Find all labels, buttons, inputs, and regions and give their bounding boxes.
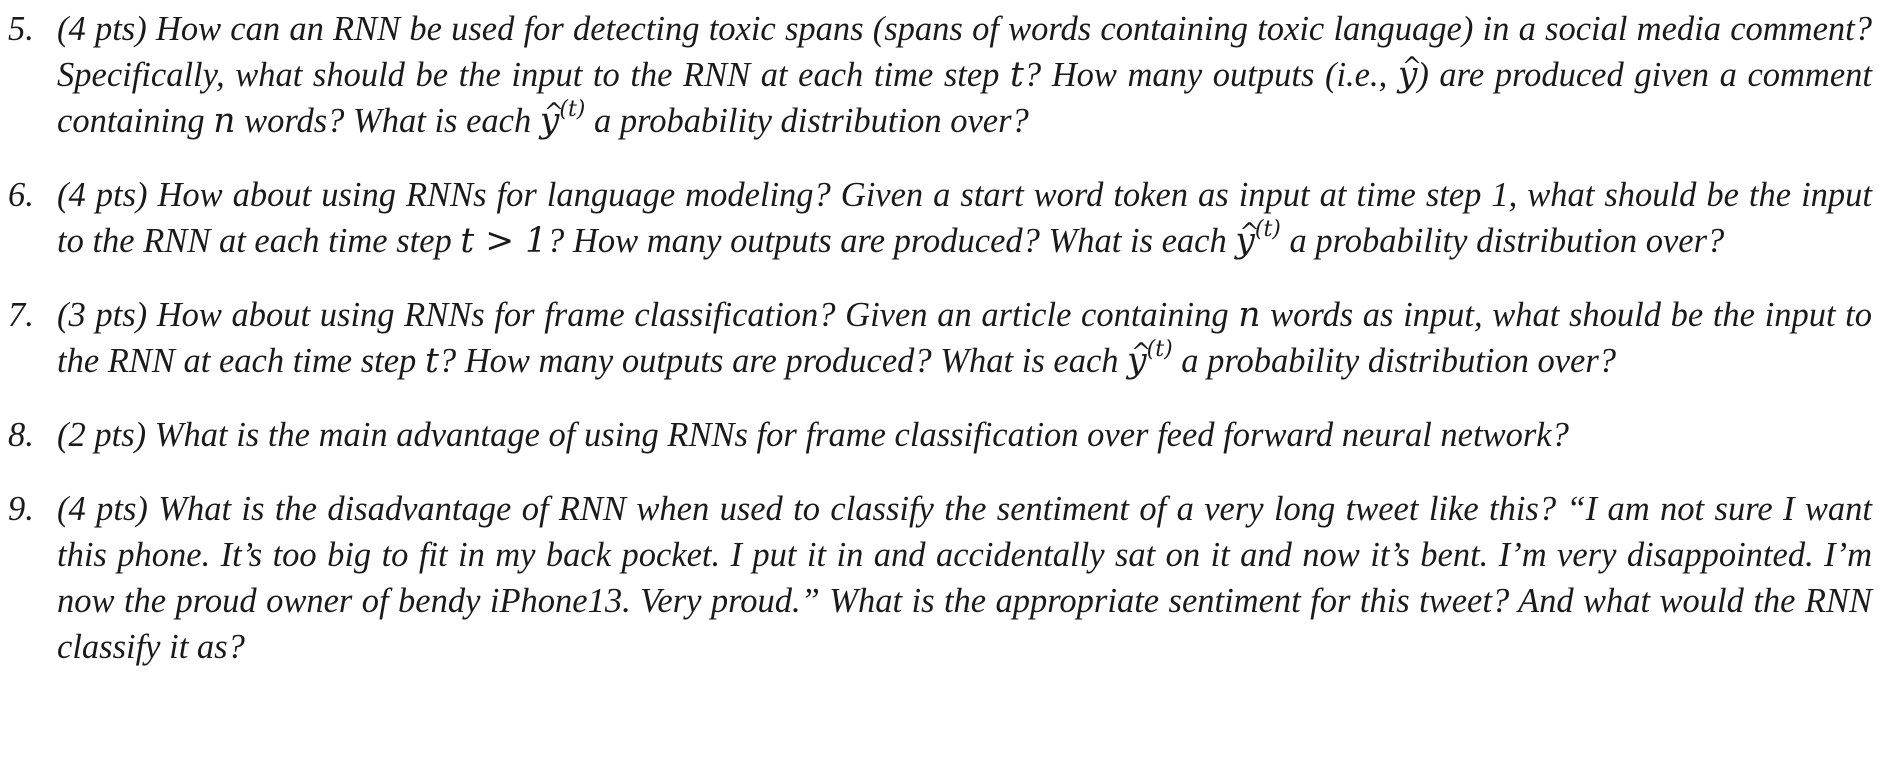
text-part: (4 pts) How can an RNN be used for detecting toxic spans (spans of words containing toxic language) in a social media comment? Specifically, what should be the input to the RNN at each time step: [57, 10, 1872, 94]
question-text: [57, 10, 1872, 140]
text-part: (3 pts) How about using RNNs for frame classification? Given an article containing: [57, 296, 1239, 334]
question-text: (4 pts) What is the disadvantage of RNN when used to classify the sentiment of a very long tweet like this? “I am not sure I want this phone. It’s too big to fit in my back pocket. I put it in and accidentally sat on it and now it’s bent. I’m very disappointed. I’m now the proud owner of bendy iPhone13. Very proud.” What is the appropriate sentiment for this tweet? And what would the RNN classify it as?: [57, 490, 1872, 666]
question-list: [0, 6, 1884, 698]
math-var-n: n: [1238, 295, 1261, 335]
question-9: [0, 486, 1872, 670]
text-part: ) are produced given a comment containing: [57, 56, 1872, 140]
math-y-hat: ^ y: [1127, 338, 1147, 384]
math-superscript-t: (t): [1146, 336, 1173, 362]
question-text: (2 pts) What is the main advantage of using RNNs for frame classification over feed forward neural network?: [57, 416, 1569, 454]
math-var-t: t: [424, 341, 439, 381]
question-6: [0, 172, 1872, 264]
question-number: 6.: [8, 176, 34, 214]
text-part: a probability distribution over?: [1280, 222, 1725, 260]
question-number: 5.: [8, 10, 34, 48]
text-part: words as input, what should be the input to the RNN at each time step: [57, 296, 1872, 380]
math-var-n: n: [213, 101, 236, 141]
question-number: 8.: [8, 416, 34, 454]
question-7: [0, 292, 1872, 384]
question-text: [57, 176, 1872, 260]
math-y-hat: ^ y: [540, 98, 560, 144]
text-part: ? How many outputs are produced? What is each: [438, 342, 1128, 380]
math-superscript-t: (t): [559, 96, 586, 122]
question-number: 7.: [8, 296, 34, 334]
question-8: [0, 412, 1872, 458]
text-part: ? How many outputs are produced? What is each: [547, 222, 1236, 260]
question-number: 9.: [8, 490, 34, 528]
text-part: a probability distribution over?: [1172, 342, 1617, 380]
text-part: a probability distribution over?: [585, 102, 1029, 140]
math-y-hat: ^ y: [1398, 52, 1418, 98]
text-part: (4 pts) How about using RNNs for language modeling? Given a start word token as input at time step 1, what should be the input to the RNN at each time step: [57, 176, 1872, 260]
math-y-hat: ^ y: [1235, 218, 1255, 264]
text-part: words? What is each: [235, 102, 540, 140]
question-5: [0, 6, 1872, 144]
math-superscript-t: (t): [1254, 216, 1281, 242]
text-part: ? How many outputs (i.e.,: [1023, 56, 1398, 94]
question-text: [57, 296, 1872, 380]
math-t-greater-1: t > 1: [460, 221, 548, 261]
math-var-t: t: [1010, 55, 1024, 95]
